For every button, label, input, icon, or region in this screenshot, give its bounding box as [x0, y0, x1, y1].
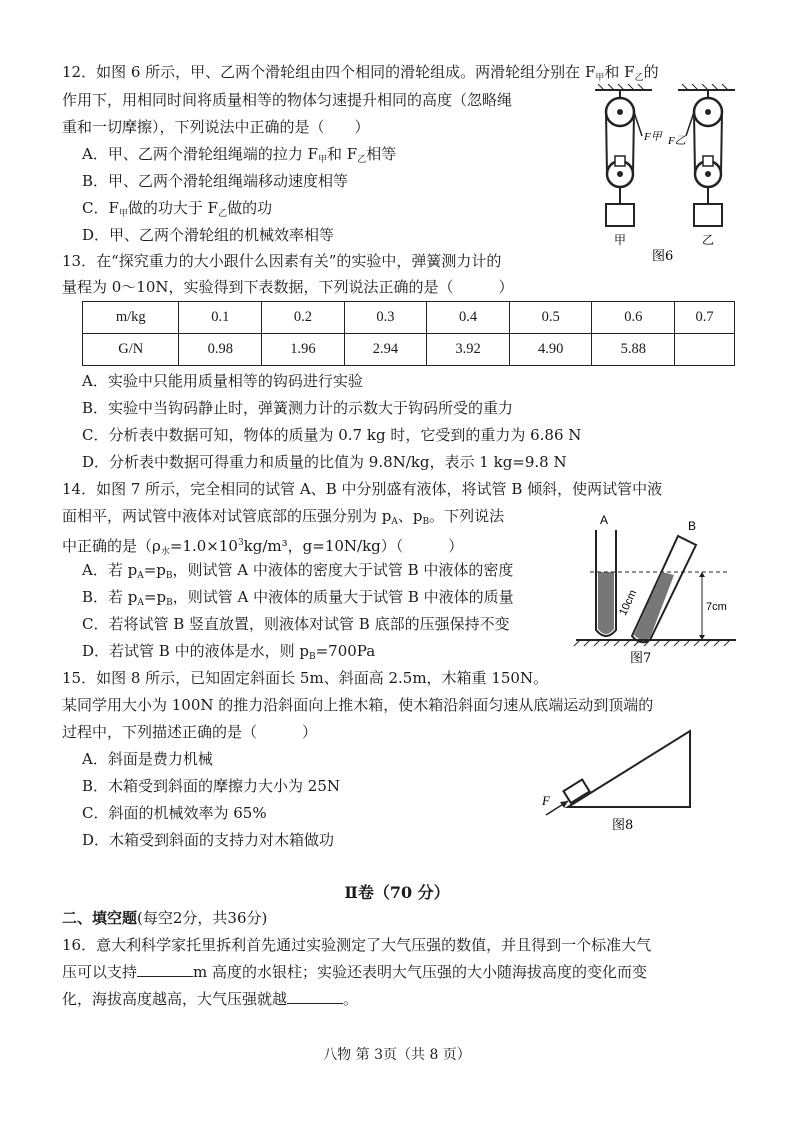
fig6-force-jia-label: F甲 [644, 131, 662, 143]
q16-stem-line3: 化，海拔高度越高，大气压强就越 。 [62, 990, 359, 1008]
fig7-height-label: 7cm [706, 601, 727, 613]
fig6-label-yi: 乙 [702, 233, 715, 247]
q13-option-a: A．实验中只能用质量相等的钩码进行实验 [82, 372, 363, 390]
fig6-label-jia: 甲 [614, 233, 627, 247]
q13-stem-line1: 13．在“探究重力的大小跟什么因素有关”的实验中，弹簧测力计的 [62, 252, 502, 270]
table-cell [675, 334, 735, 366]
q12-option-d: D．甲、乙两个滑轮组的机械效率相等 [82, 226, 335, 244]
table-cell: 4.90 [509, 334, 592, 366]
table-cell: 3.92 [427, 334, 510, 366]
figure-6-pulleys [590, 84, 740, 264]
q13-stem-line2: 量程为 0～10N，实验得到下表数据，下列说法正确的是（ ） [62, 278, 514, 296]
answer-blank-1[interactable] [137, 962, 193, 977]
table-cell: 0.5 [509, 302, 592, 334]
table-cell: m/kg [83, 302, 179, 334]
fig7-length-label: 10cm [617, 588, 640, 618]
q12-stem-line2: 作用下，用相同时间将质量相等的物体匀速提升相同的高度（忽略绳 [62, 91, 513, 109]
q14-option-a: A．若 $p_A=p_B$，则试管 A 中液体的密度大于试管 B 中液体的密度 [82, 561, 514, 581]
table-cell: 1.96 [262, 334, 345, 366]
q15-option-b: B．木箱受到斜面的摩擦力大小为 25N [82, 777, 341, 795]
section-title: Ⅱ卷（70 分） [344, 883, 450, 902]
page-footer: 八物 第 3页（共 8 页） [323, 1047, 471, 1063]
q16-stem-line2: 压可以支持 m 高度的水银柱；实验还表明大气压强的大小随海拔高度的变化而变 [62, 963, 648, 981]
table-cell: 0.7 [675, 302, 735, 334]
q15-stem-line2: 某同学用大小为 100N 的推力沿斜面向上推木箱，使木箱沿斜面匀速从底端运动到顶端的 [62, 696, 654, 714]
q12-stem-line1: 12．如图 6 所示，甲、乙两个滑轮组由四个相同的滑轮组成。两滑轮组分别在 $F_甲$和 $F_乙$的 [62, 63, 659, 83]
q14-stem-line3: 中正确的是（$\rho_水=1.0\times 10^3kg/m^3$，g=10N/kg）（ ） [62, 537, 464, 557]
q12-option-a: A．甲、乙两个滑轮组绳端的拉力 $F_甲$和 $F_乙$相等 [82, 145, 397, 165]
q14-stem-line1: 14．如图 7 所示，完全相同的试管 A、B 中分别盛有液体，将试管 B 倾斜，使两试管中液 [62, 480, 663, 498]
table-row [83, 334, 735, 366]
table-cell: 2.94 [344, 334, 427, 366]
q14-option-d: D．若试管 B 中的液体是水，则 $p_B=700Pa$ [82, 642, 376, 662]
table-cell: 0.98 [179, 334, 262, 366]
table-cell: 0.4 [427, 302, 510, 334]
fig7-label-a: A [600, 513, 609, 527]
table-cell: 0.1 [179, 302, 262, 334]
fig6-force-yi-label: F乙 [668, 135, 686, 147]
fig8-force-label: F [542, 793, 550, 808]
q12-stem-line3: 重和一切摩擦），下列说法中正确的是（ ） [62, 118, 370, 136]
q15-option-d: D．木箱受到斜面的支持力对木箱做功 [82, 831, 335, 849]
answer-blank-2[interactable] [287, 989, 343, 1004]
table-cell: 0.3 [344, 302, 427, 334]
q13-option-d: D．分析表中数据可得重力和质量的比值为 9.8N/kg，表示 1 kg=9.8 N [82, 453, 567, 471]
figure-8-incline [538, 725, 713, 835]
q13-option-c: C．分析表中数据可知，物体的质量为 0.7 kg 时，它受到的重力为 6.86 N [82, 426, 582, 444]
fig7-caption: 图7 [630, 651, 652, 666]
q12-option-b: B．甲、乙两个滑轮组绳端移动速度相等 [82, 172, 349, 190]
q15-stem-line1: 15．如图 8 所示，已知固定斜面长 5m、斜面高 2.5m，木箱重 150N。 [62, 669, 549, 687]
q14-option-b: B．若 $p_A=p_B$，则试管 A 中液体的质量大于试管 B 中液体的质量 [82, 588, 514, 608]
fig6-caption: 图6 [652, 249, 674, 264]
table-cell: G/N [83, 334, 179, 366]
fig8-caption: 图8 [612, 818, 634, 833]
q13-option-b: B．实验中当钩码静止时，弹簧测力计的示数大于钩码所受的重力 [82, 399, 514, 417]
table-cell: 0.2 [262, 302, 345, 334]
q13-data-table [82, 301, 735, 366]
q16-stem-line1: 16．意大利科学家托里拆利首先通过实验测定了大气压强的数值，并且得到一个标准大气 [62, 936, 652, 954]
fig7-label-b: B [688, 519, 697, 533]
q15-stem-line3: 过程中，下列描述正确的是（ ） [62, 723, 318, 741]
q15-option-a: A．斜面是费力机械 [82, 750, 213, 768]
q15-option-c: C．斜面的机械效率为 65% [82, 804, 267, 822]
table-cell: 5.88 [592, 334, 675, 366]
figure-7-test-tubes [570, 512, 740, 667]
section-heading: 二、填空题(每空2分，共36分) [62, 909, 268, 927]
q14-stem-line2: 面相平，两试管中液体对试管底部的压强分别为 $p_A$、$p_B$。下列说法 [62, 507, 505, 527]
table-row [83, 302, 735, 334]
q14-option-c: C．若将试管 B 竖直放置，则液体对试管 B 底部的压强保持不变 [82, 615, 510, 633]
table-cell: 0.6 [592, 302, 675, 334]
q12-option-c: C．$F_甲$做的功大于 $F_乙$做的功 [82, 199, 273, 219]
